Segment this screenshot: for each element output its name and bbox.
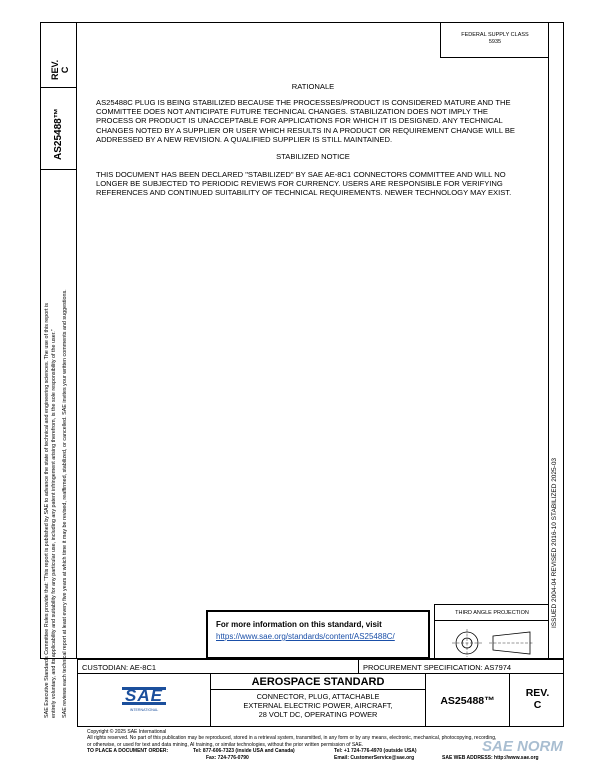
disclaimer-line-2: entirely voluntary, and its applicability and suitability for any particular use, including any patent infringement arising therefrom, is the sole responsibility of the user.” (51, 329, 57, 718)
projection-label: THIRD ANGLE PROJECTION (435, 605, 549, 621)
email-address[interactable]: Email: CustomerService@sae.org (334, 755, 415, 762)
fax-number: Fax: 724-776-0790 (206, 755, 249, 762)
federal-supply-value: 5935 (488, 39, 502, 45)
stabilized-text: THIS DOCUMENT HAS BEEN DECLARED "STABILIZED" BY SAE AE-8C1 CONNECTORS COMMITTEE AND WILL NO LONGER BE SUBJECTED TO PERIODIC REVIEWS FOR CURRENCY. USERS ARE RESPONSIBLE FOR VERIFYING REFERENCES AND CONTINUED SUITABILITY OF TECHNICAL REQUIREMENTS. NEWER TECHNOLOGY MAY EXIST. (96, 170, 512, 198)
projection-box (434, 604, 549, 659)
copyright: Copyright © 2025 SAE International (87, 729, 167, 735)
margin-rev-label: REV. (50, 59, 60, 80)
sae-norm-watermark: SAE NORM (482, 738, 563, 755)
margin-standard-number: AS25488™ (53, 108, 64, 160)
federal-supply-class (440, 22, 549, 58)
issue-dates: ISSUED 2004-04 REVISED 2016-10 STABILIZED 2025-03 (551, 457, 558, 628)
third-angle-projection-icon (435, 621, 548, 661)
description-line-1: CONNECTOR, PLUG, ATTACHABLE (256, 692, 380, 701)
rationale-text: AS25488C PLUG IS BEING STABILIZED BECAUSE THE PROCESSES/PRODUCT IS CONSIDERED MATURE AND THE COMMITTEE DOES NOT ANTICIPATE FUTURE TECHNICAL CHANGES. STABILIZATION DOES NOT IMPLY THE PROCESS OR PRODUCT IS UNACCEPTABLE FOR APPLICATIONS FOR WHICH IT IS DESIGNED. ANY TECHNICAL CHANGES NOTED BY A SUPPLIER OR USER WHICH RESULTS IN A PRODUCT OR REQUIREMENT CHANGE WILL BE ADDRESSED BY A NEW REVISION. A QUALIFIED SUPPLIER IS STILL MAINTAINED. (96, 98, 515, 144)
rights-line-2: or otherwise, or used for text and data mining, AI training, or similar technologies, without the prior written permission of SAE. (87, 741, 364, 748)
title-rev-value: C (533, 699, 542, 711)
disclaimer-line-3: SAE reviews each technical report at least every five years at which time it may be revised, reaffirmed, stabilized, or cancelled. SAE invites your written comments and suggestions. (62, 289, 68, 718)
procurement-spec: PROCUREMENT SPECIFICATION: AS7974 (363, 663, 512, 672)
rights-line-1: All rights reserved. No part of this publication may be reproduced, stored in a retrieval system, transmitted, in any form or by any means, electronic, mechanical, photocopying, recording, (87, 735, 497, 742)
sae-logo-text: SAE (125, 686, 163, 705)
disclaimer-line-1: SAE Executive Standards Committee Rules provide that: “This report is published by SAE to advance the state of technical and engineering sciences. The use of this report is (44, 303, 50, 718)
description-line-3: 28 VOLT DC, OPERATING POWER (258, 710, 378, 719)
web-address[interactable]: SAE WEB ADDRESS: http://www.sae.org (442, 755, 539, 762)
rationale-heading: RATIONALE (291, 82, 335, 91)
stabilized-heading: STABILIZED NOTICE (276, 152, 350, 161)
order-label: TO PLACE A DOCUMENT ORDER: (87, 748, 169, 755)
federal-supply-label: FEDERAL SUPPLY CLASS (461, 32, 529, 38)
margin-rev-value: C (60, 66, 70, 74)
more-info-box (206, 610, 430, 659)
phone-international: Tel: +1 724-776-4970 (outside USA) (334, 748, 417, 755)
aerospace-standard-title: AEROSPACE STANDARD (251, 676, 385, 688)
more-info-title: For more information on this standard, visit (216, 620, 382, 629)
title-rev-label: REV. (525, 687, 550, 699)
standard-link[interactable]: https://www.sae.org/standards/content/AS25488C/ (216, 632, 395, 641)
title-standard-number: AS25488™ (440, 695, 495, 707)
description-line-2: EXTERNAL ELECTRIC POWER, AIRCRAFT, (243, 701, 393, 710)
phone-usa: Tel: 877-606-7323 (inside USA and Canada) (193, 748, 295, 755)
sae-logo (122, 684, 166, 716)
sae-logo-subtext: INTERNATIONAL (129, 708, 159, 712)
custodian-label: CUSTODIAN: AE-8C1 (82, 663, 157, 672)
